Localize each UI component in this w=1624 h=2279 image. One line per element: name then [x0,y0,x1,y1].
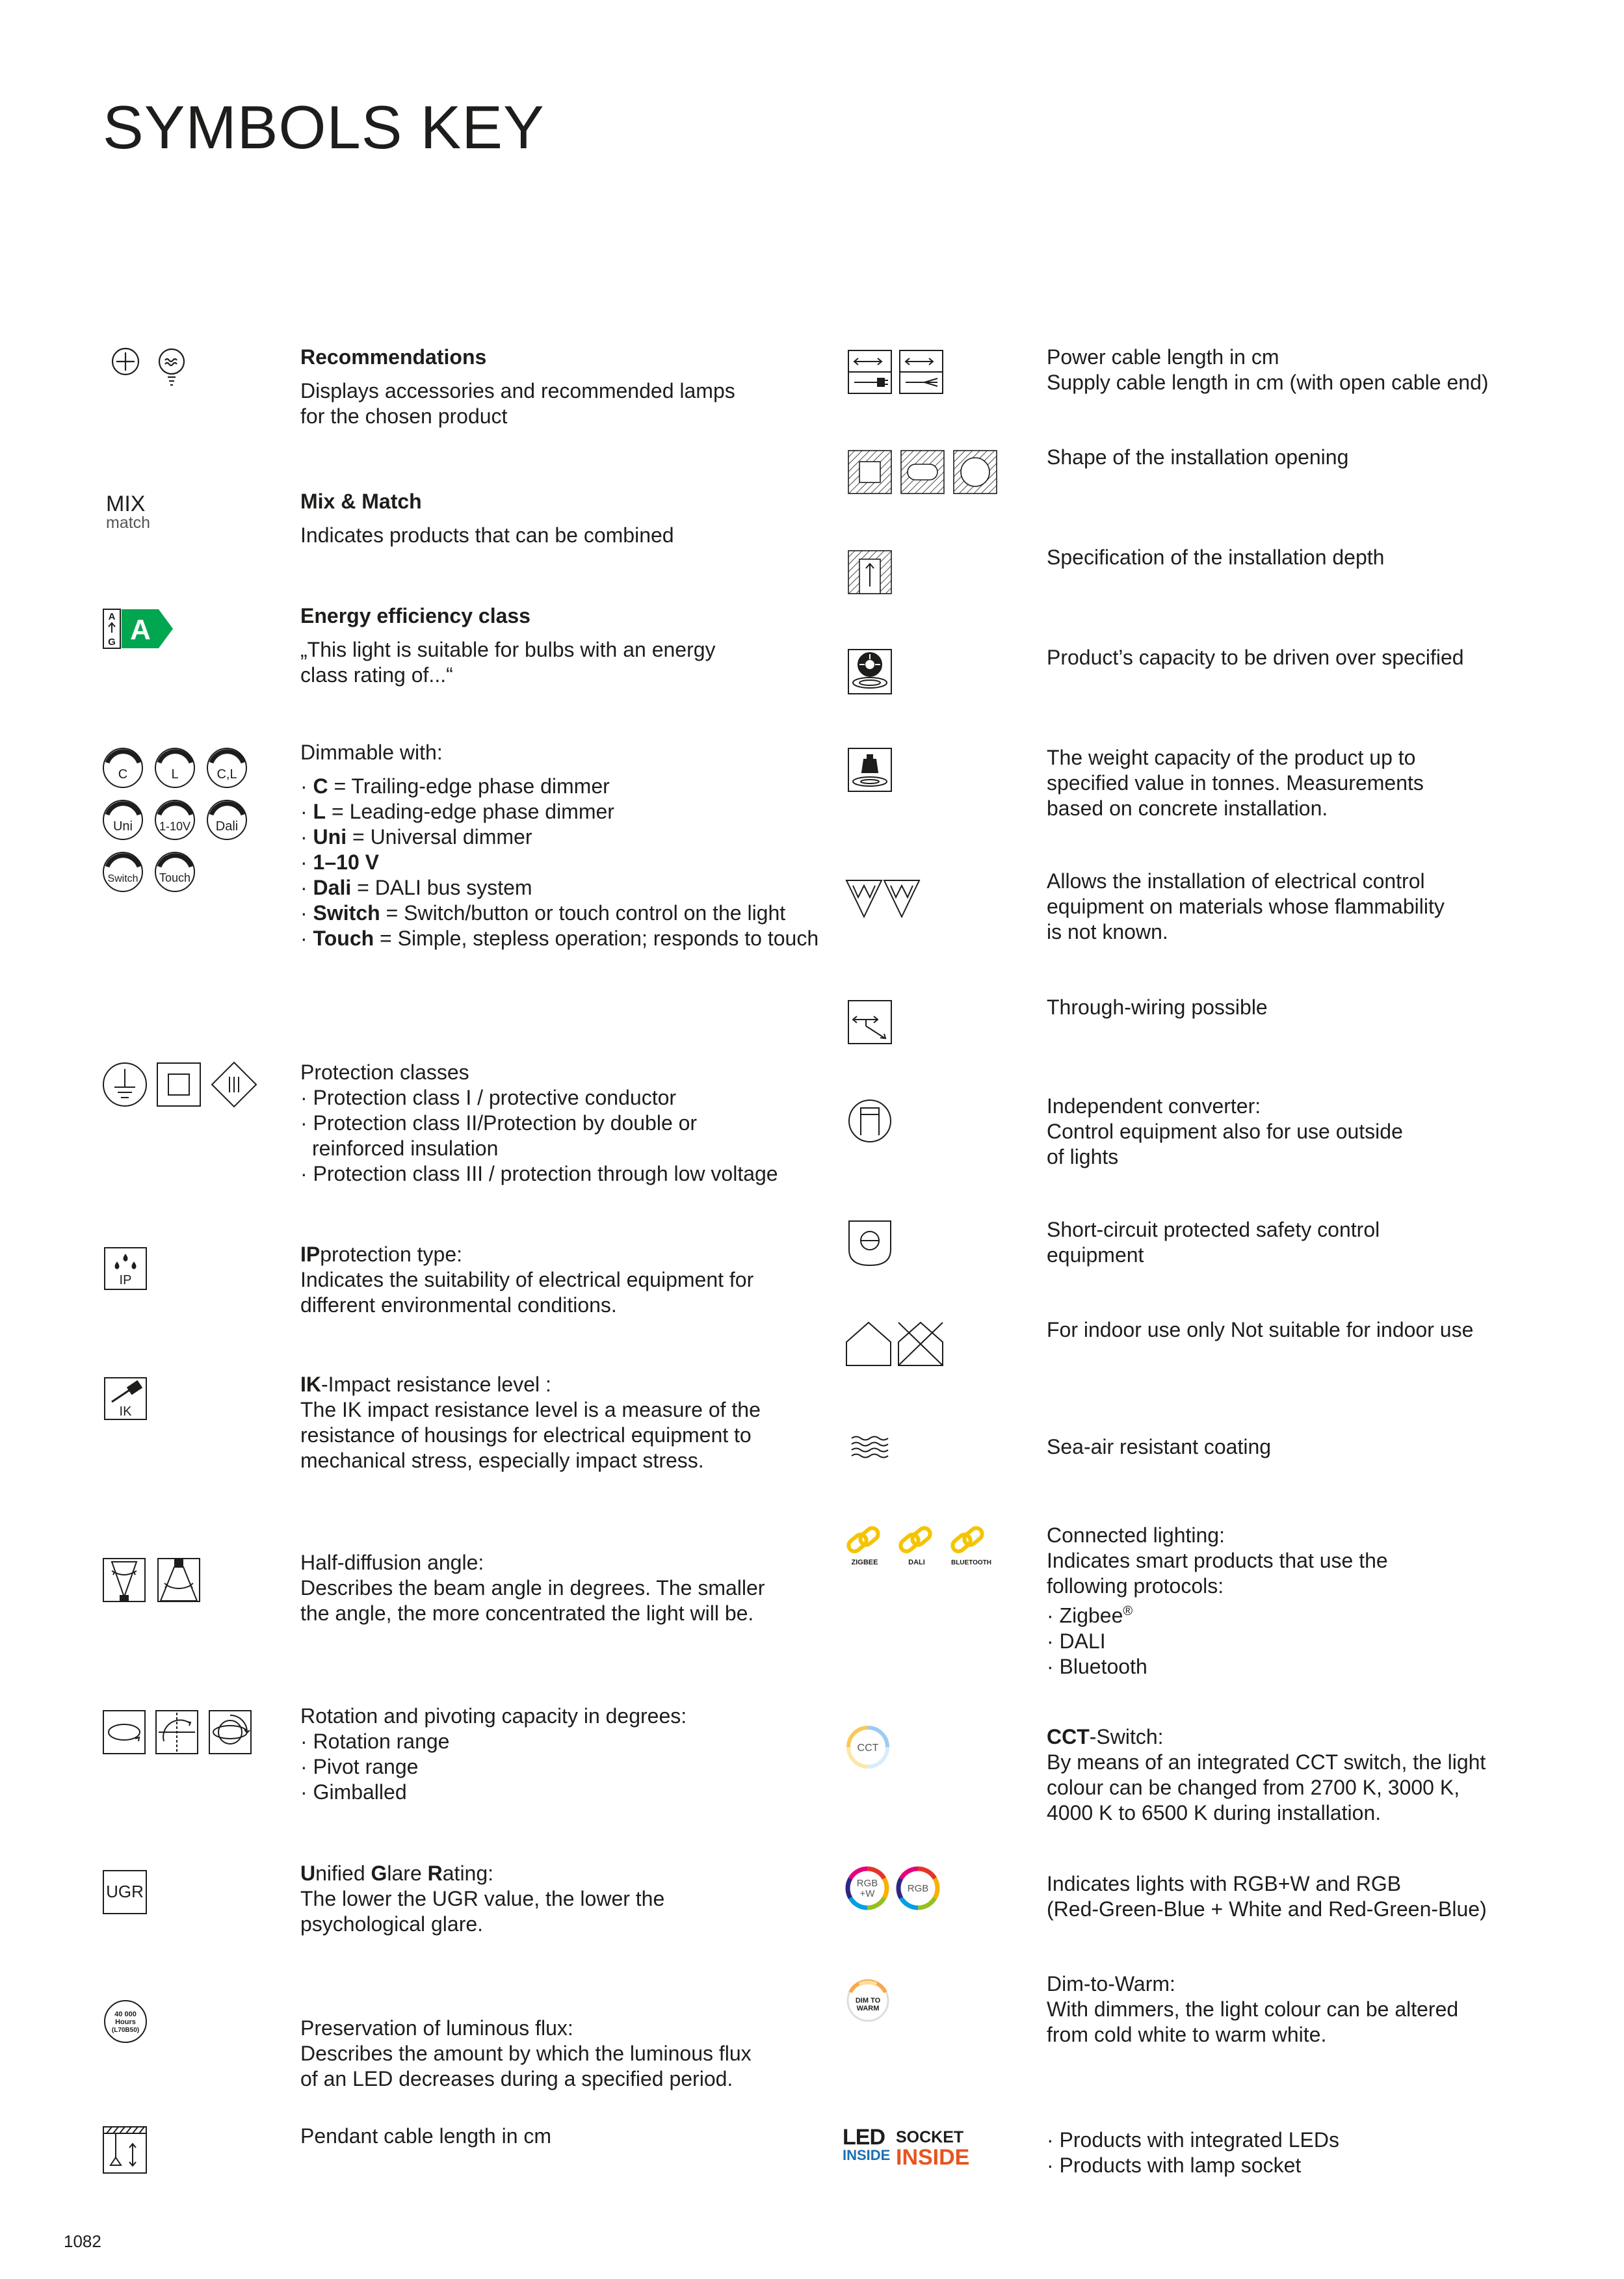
page-title: SYMBOLS KEY [103,93,545,161]
svg-text:RGB: RGB [856,1878,878,1889]
svg-text:A: A [130,614,151,646]
protective-earth-icon [103,1063,146,1106]
svg-text:Touch: Touch [159,871,191,884]
energy-class-text: Energy efficiency class „This light is suitable for bulbs with an energy class rating of...“ [300,604,716,687]
svg-text:40 000: 40 000 [114,2010,137,2018]
installation-depth-icon [848,550,892,594]
indoor-use-text: For indoor use only Not suitable for indoor use [1047,1318,1474,1341]
ugr-icon [103,1870,147,1914]
dali-icon [898,1525,933,1566]
cable-length-text: Power cable length in cm Supply cable length in cm (with open cable end) [1047,345,1489,394]
pendant-cable-icon [103,2126,147,2174]
weight-capacity-icon [848,748,892,792]
weight-capacity-text: The weight capacity of the product up to specified value in tonnes. Measurements based on concrete installation. [1047,746,1424,820]
svg-text:RGB: RGB [907,1883,929,1894]
independent-converter-text: Independent converter: Control equipment also for use outside of lights [1047,1094,1403,1168]
rgb-text: Indicates lights with RGB+W and RGB (Red-Green-Blue + White and Red-Green-Blue) [1047,1872,1487,1921]
mix-match-text: Mix & Match Indicates products that can be combined [300,490,674,547]
sea-air-icon [850,1434,889,1460]
installation-depth-text: Specification of the installation depth [1047,546,1385,569]
installation-opening-icons [848,450,997,494]
rgb-icons [844,1865,941,1912]
svg-text:A: A [108,611,116,622]
lamp-icon [159,349,184,385]
half-diffusion-text: Half-diffusion angle: Describes the beam angle in degrees. The smaller the angle, the more concentrated the light will be. [300,1551,765,1625]
ip-protection-icon [104,1247,147,1290]
svg-text:IK: IK [119,1404,132,1419]
dim-to-warm-text: Dim-to-Warm: With dimmers, the light colour can be altered from cold white to warm white. [1047,1972,1459,2046]
rgb-icon [898,1869,937,1908]
ugr-text: Unified Glare Rating: The lower the UGR value, the lower the psychological glare. [300,1862,665,1936]
svg-text:+W: +W [859,1888,875,1899]
svg-text:WARM: WARM [856,2005,880,2012]
svg-text:CCT: CCT [857,1743,879,1754]
flammability-text: Allows the installation of electrical control equipment on materials whose flammability is not known. [1047,869,1445,943]
svg-text:C,L: C,L [216,767,237,782]
luminous-flux-text: Preservation of luminous flux: Describes the amount by which the luminous flux of an LED decreases during a specified period. [300,2016,752,2090]
cable-length-icons [848,350,944,394]
bluetooth-icon [950,1525,991,1566]
led-socket-inside-icons [843,2125,973,2174]
svg-text:BLUETOOTH: BLUETOOTH [950,1559,992,1566]
mix-match-icon: MIX match [106,492,151,532]
cct-text: CCT-Switch: By means of an integrated CCT switch, the light colour can be changed from 2700 K, 3000 K, 4000 K to 6500 K during installation. [1047,1725,1486,1825]
sea-air-text: Sea-air resistant coating [1047,1435,1272,1458]
low-voltage-icon [212,1062,256,1107]
svg-text:UGR: UGR [106,1882,144,1901]
ip-protection-text: IPprotection type: Indicates the suitability of electrical equipment for different environmental conditions. [300,1243,754,1317]
rotation-pivot-text: Rotation and pivoting capacity in degrees: · Rotation range · Pivot range · Gimballed [300,1704,687,1804]
svg-text:Uni: Uni [112,819,133,834]
ik-impact-icon [104,1377,147,1420]
rotation-pivot-icons [103,1710,252,1756]
dim-to-warm-icon [845,1978,891,2023]
protection-class-text: Protection classes · Protection class I / protective conductor · Protection class II/Protection by double or reinforced insulation · Protection class III / protection through low voltage [300,1060,778,1185]
svg-text:1-10V: 1-10V [159,820,191,833]
connected-lighting-text: Connected lighting: Indicates smart products that use the following protocols: · Zigbee® · DALI · Bluetooth [1047,1523,1388,1678]
plus-circle-icon [112,349,138,375]
double-insulation-icon [157,1063,200,1106]
svg-text:Switch: Switch [107,873,138,884]
svg-text:G: G [108,637,116,648]
svg-text:DIM TO: DIM TO [855,1997,881,2005]
short-circuit-icon [848,1220,892,1267]
flammability-icon [845,879,921,919]
short-circuit-text: Short-circuit protected safety control equipment [1047,1218,1380,1267]
svg-text:Dali: Dali [215,819,239,834]
svg-text:DALI: DALI [908,1559,925,1566]
protection-class-icons [101,1060,257,1109]
recommendations-text: Recommendations Displays accessories and recommended lamps for the chosen product [300,345,735,428]
recommendations-icons [104,345,189,390]
led-inside-icon: LED INSIDE [843,2125,891,2163]
zigbee-icon [846,1525,881,1566]
svg-text:L: L [171,767,179,782]
luminous-flux-icon [103,1999,148,2044]
svg-text:ZIGBEE: ZIGBEE [851,1559,878,1566]
indoor-use-icons [845,1320,944,1367]
socket-inside-icon: SOCKET INSIDE [896,2128,970,2170]
pendant-cable-text: Pendant cable length in cm [300,2124,552,2148]
independent-converter-icon [848,1099,892,1143]
page-number: 1082 [64,2232,101,2251]
through-wiring-icon [848,1000,892,1044]
ik-impact-text: IK-Impact resistance level : The IK impact resistance level is a measure of the resistance of housings for electrical equipment to mechanical stress, especially impact stress. [300,1373,761,1472]
half-diffusion-icons [103,1558,200,1603]
drive-over-icon [848,649,892,694]
svg-text:IP: IP [119,1273,132,1287]
installation-opening-text: Shape of the installation opening [1047,445,1349,469]
led-socket-text: · Products with integrated LEDs · Products with lamp socket [1047,2128,1339,2177]
svg-text:Hours: Hours [115,2018,136,2026]
svg-text:(L70B50): (L70B50) [111,2027,140,2034]
through-wiring-text: Through-wiring possible [1047,995,1268,1019]
drive-over-text: Product’s capacity to be driven over specified [1047,646,1464,669]
rgbw-icon [848,1869,887,1908]
dimmable-text: Dimmable with: · C = Trailing-edge phase dimmer · L = Leading-edge phase dimmer · Uni = Universal dimmer · 1–10 V · Dali = DALI bus system · Switch = Switch/button or touch control on the light · Touch = Simple, stepless operation; responds to touch [300,741,819,950]
svg-text:C: C [118,767,128,782]
energy-class-icon [103,609,174,649]
dimmer-icons [101,746,257,902]
cct-icon [845,1724,891,1770]
connected-lighting-icons [844,1524,1000,1570]
